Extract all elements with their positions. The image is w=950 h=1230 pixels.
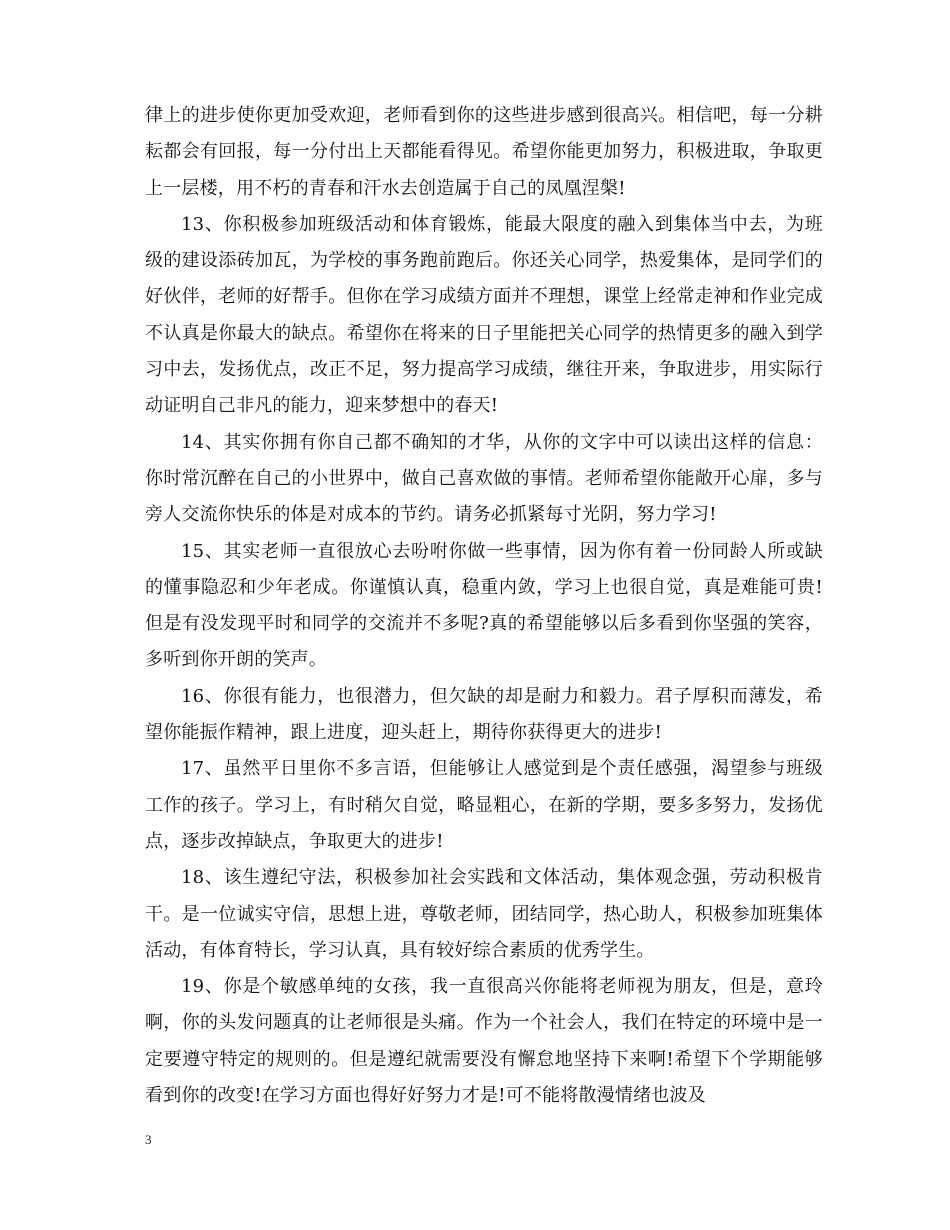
- paragraph-continuation: 律上的进步使你更加受欢迎，老师看到你的这些进步感到很高兴。相信吧，每一分耕耘都会有回报，每一分付出上天都能看得见。希望你能更加努力，积极进取，争取更上一层楼，用不朽的青春和汗水去创造属于自己的凤凰涅槃!: [145, 105, 823, 199]
- paragraph-17: 17、虽然平日里你不多言语，但能够让人感觉到是个责任感强，渴望参与班级工作的孩子。学习上，有时稍欠自觉，略显粗心，在新的学期，要多多努力，发扬优点，逐步改掉缺点，争取更大的进步!: [145, 758, 823, 852]
- paragraph-16: 16、你很有能力，也很潜力，但欠缺的却是耐力和毅力。君子厚积而薄发，希望你能振作精神，跟上进度，迎头赶上，期待你获得更大的进步!: [145, 685, 823, 744]
- page-number: 3: [145, 1132, 152, 1147]
- paragraph-13: 13、你积极参加班级活动和体育锻炼，能最大限度的融入到集体当中去，为班级的建设添砖加瓦，为学校的事务跑前跑后。你还关心同学，热爱集体，是同学们的好伙伴，老师的好帮手。但你在学习成绩方面并不理想，课堂上经常走神和作业完成不认真是你最大的缺点。希望你在将来的日子里能把关心同学的热情更多的融入到学习中去，发扬优点，改正不足，努力提高学习成绩，继往开来，争取进步，用实际行动证明自己非凡的能力，迎来梦想中的春天!: [145, 213, 823, 417]
- paragraph-14: 14、其实你拥有你自己都不确知的才华，从你的文字中可以读出这样的信息：你时常沉醉在自己的小世界中，做自己喜欢做的事情。老师希望你能敞开心扉，多与旁人交流你快乐的体是对成本的节约。请务必抓紧每寸光阴，努力学习!: [145, 431, 823, 526]
- paragraph-18: 18、该生遵纪守法，积极参加社会实践和文体活动，集体观念强，劳动积极肯干。是一位诚实守信，思想上进，尊敬老师，团结同学，热心助人，积极参加班集体活动，有体育特长，学习认真，具有较好综合素质的优秀学生。: [145, 867, 823, 961]
- paragraph-19: 19、你是个敏感单纯的女孩，我一直很高兴你能将老师视为朋友，但是，意玲啊，你的头发问题真的让老师很是头痛。作为一个社会人，我们在特定的环境中是一定要遵守特定的规则的。但是遵纪就需要没有懈怠地坚持下来啊!希望下个学期能够看到你的改变!在学习方面也得好好努力才是!可不能将散漫情绪也波及: [145, 976, 823, 1107]
- paragraph-15: 15、其实老师一直很放心去吩咐你做一些事情，因为你有着一份同龄人所或缺的懂事隐忍和少年老成。你谨慎认真，稳重内敛，学习上也很自觉，真是难能可贵!但是有没发现平时和同学的交流并不多呢?真的希望能够以后多看到你坚强的笑容，多听到你开朗的笑声。: [145, 540, 823, 671]
- document-body: [145, 98, 823, 1114]
